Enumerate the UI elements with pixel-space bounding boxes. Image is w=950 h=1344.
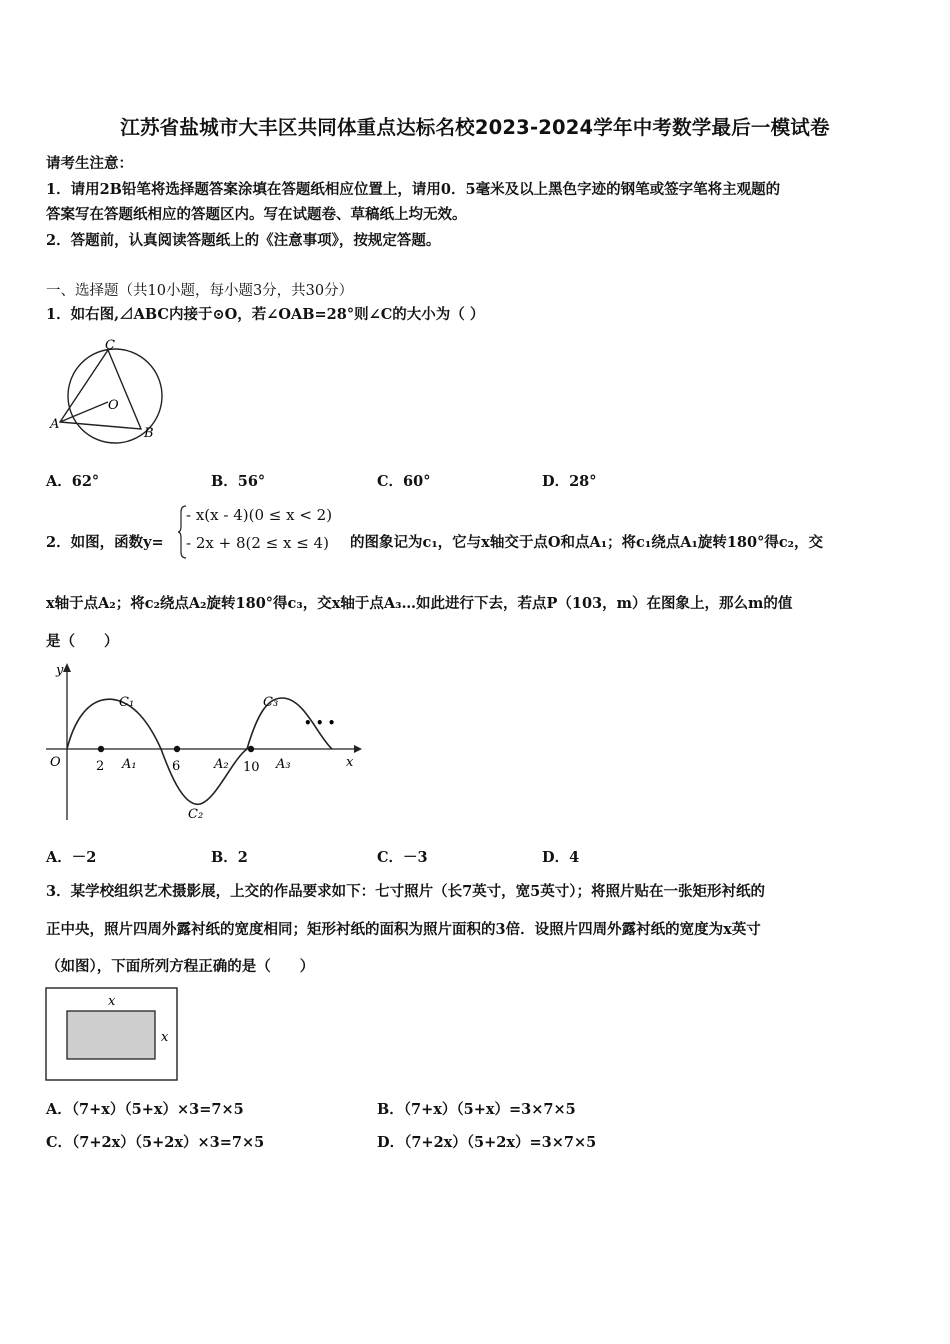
notice-item-1b: 答案写在答题纸相应的答题区内。写在试题卷、草稿纸上均无效。 xyxy=(46,206,467,223)
q3-option-c[interactable]: C．（7+2x）（5+2x）×3=7×5 xyxy=(46,1134,265,1151)
tick-2: 2 xyxy=(96,759,105,774)
q1-option-c[interactable]: C．60° xyxy=(377,473,431,490)
label-c: C xyxy=(105,338,115,353)
q1-option-b[interactable]: B．56° xyxy=(211,473,266,490)
label-o: O xyxy=(108,398,119,413)
q3-line-1: 3．某学校组织艺术摄影展，上交的作品要求如下：七寸照片（长7英寸，宽5英寸）；将照片贴在一张矩形衬纸的 xyxy=(46,883,766,900)
q1-circle-figure xyxy=(48,338,178,448)
curve-c2-label: C₂ xyxy=(188,807,204,822)
q3-option-d[interactable]: D．（7+2x）（5+2x）=3×7×5 xyxy=(377,1134,597,1151)
page-title: 江苏省盐城市大丰区共同体重点达标名校2023-2024学年中考数学最后一模试卷 xyxy=(120,116,830,139)
axis-y-label: y xyxy=(56,663,64,678)
q3-option-b[interactable]: B．（7+x）（5+x）=3×7×5 xyxy=(377,1101,576,1118)
section-heading: 一、选择题（共10小题，每小题3分，共30分） xyxy=(46,283,354,299)
q2-line-2: x轴于点A₂；将c₂绕点A₂旋转180°得c₃，交x轴于点A₃…如此进行下去，若点P（103，m）在图象上，那么m的值 xyxy=(46,595,793,612)
curve-c1-label: C₁ xyxy=(119,695,135,710)
q2-piecewise-function xyxy=(178,504,348,560)
q2-piece-1: - x(x - 4)(0 ≤ x < 2) xyxy=(186,506,333,524)
notice-item-1a: 1．请用2B铅笔将选择题答案涂填在答题纸相应位置上，请用0．5毫米及以上黑色字迹的钢笔或签字笔将主观题的 xyxy=(46,181,781,198)
point-a1-label: A₁ xyxy=(122,757,137,772)
q2-option-a[interactable]: A．－2 xyxy=(46,849,97,866)
q2-prefix: 2．如图，函数y= xyxy=(46,534,164,551)
q2-suffix: 的图象记为c₁，它与x轴交于点O和点A₁；将c₁绕点A₁旋转180°得c₂，交 xyxy=(350,534,824,551)
notice-heading: 请考生注意： xyxy=(46,155,133,172)
q1-option-a[interactable]: A．62° xyxy=(46,473,100,490)
axis-x-label: x xyxy=(346,755,354,770)
q1-text: 1．如右图,⊿ABC内接于⊙O，若∠OAB=28°则∠C的大小为（ ） xyxy=(46,306,485,323)
q2-piece-2: - 2x + 8(2 ≤ x ≤ 4) xyxy=(186,534,329,552)
q2-option-b[interactable]: B．2 xyxy=(211,849,248,866)
tick-6: 6 xyxy=(172,759,181,774)
curve-c3-label: C₃ xyxy=(263,695,279,710)
q2-graph xyxy=(42,660,364,826)
tick-10: 10 xyxy=(243,760,260,775)
point-a2-label: A₂ xyxy=(214,757,229,772)
frame-top-x: x xyxy=(108,994,116,1009)
label-a: A xyxy=(50,417,60,432)
q2-option-c[interactable]: C．－3 xyxy=(377,849,428,866)
continuation-dots: • • • xyxy=(304,716,336,730)
q3-line-2: 正中央，照片四周外露衬纸的宽度相同；矩形衬纸的面积为照片面积的3倍．设照片四周外露衬纸的宽度为x英寸 xyxy=(46,921,761,938)
q2-line-3: 是（ ） xyxy=(46,633,119,650)
origin-label: O xyxy=(50,755,61,770)
q2-option-d[interactable]: D．4 xyxy=(542,849,580,866)
frame-right-x: x xyxy=(161,1030,169,1045)
point-a3-label: A₃ xyxy=(276,757,291,772)
q3-photo-frame-figure xyxy=(45,987,179,1083)
q1-option-d[interactable]: D．28° xyxy=(542,473,597,490)
q3-option-a[interactable]: A．（7+x）（5+x）×3=7×5 xyxy=(46,1101,244,1118)
notice-item-2: 2．答题前，认真阅读答题纸上的《注意事项》，按规定答题。 xyxy=(46,232,441,249)
q3-line-3: （如图），下面所列方程正确的是（ ） xyxy=(46,958,315,975)
label-b: B xyxy=(144,426,154,441)
